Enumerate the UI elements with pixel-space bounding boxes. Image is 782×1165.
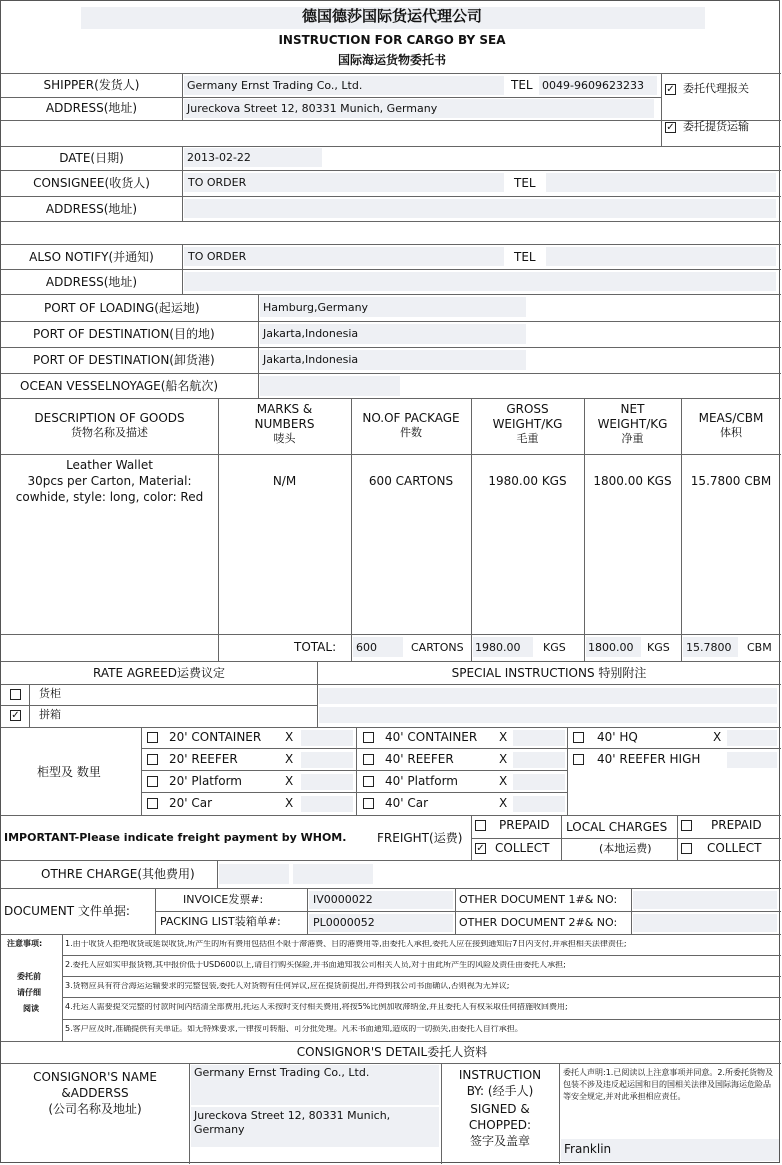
destination-value[interactable]: Jakarta,Indonesia: [263, 327, 359, 340]
discharge-value[interactable]: Jakarta,Indonesia: [263, 353, 359, 366]
shipper-tel-label: TEL: [511, 78, 533, 92]
consignee-name[interactable]: TO ORDER: [188, 176, 247, 189]
notes-side-3: 阅读: [23, 1004, 39, 1013]
meas-header-cn: 体积: [720, 426, 742, 439]
goods-gross[interactable]: 1980.00 KGS: [488, 474, 567, 488]
title-en: INSTRUCTION FOR CARGO BY SEA: [278, 33, 506, 47]
consignor-name[interactable]: Germany Ernst Trading Co., Ltd.: [194, 1066, 370, 1079]
marks-header-cn: 唛头: [273, 432, 296, 445]
company-name: 德国德莎国际货运代理公司: [301, 7, 482, 25]
fcl-checkbox[interactable]: [10, 689, 21, 700]
loading-value[interactable]: Hamburg,Germany: [263, 301, 369, 314]
consignor-title: CONSIGNOR'S DETAIL委托人资料: [296, 1045, 488, 1059]
meas-header-en: MEAS/CBM: [698, 411, 764, 425]
freight-prepaid-label: PREPAID: [499, 818, 550, 832]
note-line-5: 5.客户应及时,准确提供有关单证。如无特殊要求,一律按可转船、可分批处理。凡未书面通知,造成的一切损失,由委托人自行承担。: [65, 1025, 523, 1033]
c20-car-x: X: [285, 796, 294, 810]
rate-label: RATE AGREED运费议定: [93, 666, 225, 680]
c40-reefer-high-label: 40' REEFER HIGH: [597, 752, 701, 766]
c40-platform-x: X: [499, 774, 508, 788]
c40-container-checkbox[interactable]: [363, 732, 374, 743]
special-label: SPECIAL INSTRUCTIONS 特别附注: [451, 666, 647, 680]
goods-desc-line3[interactable]: cowhide, style: long, color: Red: [15, 490, 204, 504]
container-type-label: 柜型及 数里: [37, 765, 101, 779]
consignor-declaration: 委托人声明:1.已阅读以上注意事项并同意。2.所委托货物及包装不涉及违反起运国和目的国相关法律及国际海运危险品等安全规定,并对此承担相应责任。: [563, 1068, 773, 1101]
c20-car-label: 20' Car: [169, 796, 213, 810]
freight-important-note: IMPORTANT-Please indicate freight payment by WHOM.: [4, 831, 347, 844]
c40-platform-label: 40' Platform: [385, 774, 458, 788]
pkg-header-cn: 件数: [400, 426, 422, 439]
total-meas-num[interactable]: 15.7800: [686, 641, 732, 654]
local-charges-label: LOCAL CHARGES: [566, 820, 668, 834]
lcl-label: 拼箱: [39, 708, 61, 721]
note-line-3: 3.货物应具有符合海运运输要求的完整包装,委托人对货物有任何异议,应在提货前提出,并得到我公司书面确认,否则视为无异议;: [65, 982, 510, 990]
date-label: DATE(日期): [59, 151, 124, 165]
freight-collect-label: COLLECT: [495, 841, 550, 855]
net-header-cn: 净重: [621, 432, 644, 445]
notes-side-2: 请仔细: [17, 988, 41, 997]
gross-header-en2: WEIGHT/KG: [492, 417, 563, 431]
net-header-en2: WEIGHT/KG: [597, 417, 668, 431]
fcl-label: 货柜: [39, 687, 61, 700]
consignee-address-label: ADDRESS(地址): [45, 202, 138, 216]
packing-list-number[interactable]: PL0000052: [313, 916, 375, 929]
other-charge-label: OTHRE CHARGE(其他费用): [41, 867, 195, 881]
loading-label: PORT OF LOADING(起运地): [44, 301, 200, 315]
consignor-name-label-3: (公司名称及地址): [48, 1102, 142, 1116]
goods-desc-line1[interactable]: Leather Wallet: [66, 458, 153, 472]
c40-car-label: 40' Car: [385, 796, 429, 810]
consignor-address[interactable]: Jureckova Street 12, 80331 Munich, Germany: [194, 1109, 391, 1136]
goods-marks[interactable]: N/M: [272, 474, 297, 488]
customs-checkbox[interactable]: ✓: [666, 84, 675, 95]
instruction-label-2: BY: (经手人): [466, 1084, 534, 1098]
c40-car-x: X: [499, 796, 508, 810]
local-collect-label: COLLECT: [707, 841, 762, 855]
discharge-label: PORT OF DESTINATION(卸货港): [33, 353, 215, 367]
note-line-4: 4.托运人需要提交完整的付款时间内结清全部费用,托运人未按时支付相关费用,将按5%比例加收滞纳金,并且委托人有权采取任何措施收回费用;: [65, 1003, 568, 1011]
c40-car-checkbox[interactable]: [363, 798, 374, 809]
total-pkg-unit: CARTONS: [411, 641, 464, 654]
freight-prepaid-checkbox[interactable]: [475, 820, 486, 831]
c20-platform-label: 20' Platform: [169, 774, 242, 788]
notify-label: ALSO NOTIFY(并通知): [29, 250, 154, 264]
shipper-address-label: ADDRESS(地址): [45, 101, 138, 115]
other-doc-1-label: OTHER DOCUMENT 1#& NO:: [459, 893, 618, 906]
notes-label: 注意事项:: [7, 939, 43, 948]
c40-container-label: 40' CONTAINER: [385, 730, 478, 744]
marks-header-en1: MARKS &: [256, 402, 313, 416]
notify-tel-label: TEL: [514, 250, 536, 264]
total-net-num[interactable]: 1800.00: [588, 641, 634, 654]
net-header-en1: NET: [620, 402, 645, 416]
invoice-label: INVOICE发票#:: [183, 893, 264, 906]
desc-header-en: DESCRIPTION OF GOODS: [34, 411, 185, 425]
shipper-tel[interactable]: 0049-9609623233: [542, 79, 644, 92]
local-prepaid-checkbox[interactable]: [681, 820, 692, 831]
notify-address-label: ADDRESS(地址): [45, 275, 138, 289]
c20-reefer-x: X: [285, 752, 294, 766]
total-net-unit: KGS: [647, 641, 670, 654]
instruction-label-5: 签字及盖章: [469, 1134, 530, 1148]
c20-reefer-label: 20' REEFER: [169, 752, 238, 766]
c40-reefer-high-checkbox[interactable]: [573, 754, 584, 765]
gross-header-en1: GROSS: [506, 402, 549, 416]
notes-side-1: 委托前: [17, 972, 41, 981]
total-gross-unit: KGS: [543, 641, 566, 654]
invoice-number[interactable]: IV0000022: [313, 893, 373, 906]
delivery-checkbox[interactable]: ✓: [666, 122, 675, 133]
c40-hq-checkbox[interactable]: [573, 732, 584, 743]
title-cn: 国际海运货物委托书: [337, 53, 446, 67]
marks-header-en2: NUMBERS: [254, 417, 315, 431]
destination-label: PORT OF DESTINATION(目的地): [33, 327, 215, 341]
local-charges-cn: (本地运费): [599, 842, 652, 855]
total-meas-unit: CBM: [747, 641, 772, 654]
c40-hq-label: 40' HQ: [597, 730, 638, 744]
local-collect-checkbox[interactable]: [681, 843, 692, 854]
goods-desc-line2[interactable]: 30pcs per Carton, Material:: [27, 474, 192, 488]
freight-collect-checkbox[interactable]: ✓: [476, 843, 485, 854]
documents-label: DOCUMENT 文件单据:: [4, 904, 130, 918]
consignee-tel-label: TEL: [514, 176, 536, 190]
gross-header-cn: 毛重: [516, 432, 539, 445]
signer-name[interactable]: Franklin: [564, 1142, 612, 1156]
c20-platform-x: X: [285, 774, 294, 788]
total-label: TOTAL:: [294, 640, 337, 654]
c20-container-checkbox[interactable]: [147, 732, 158, 743]
c40-container-x: X: [499, 730, 508, 744]
packing-list-label: PACKING LIST装箱单#:: [160, 915, 281, 928]
desc-header-cn: 货物名称及描述: [71, 426, 148, 439]
shipper-name[interactable]: Germany Ernst Trading Co., Ltd.: [187, 79, 363, 92]
delivery-option-label: 委托提货运输: [683, 120, 749, 133]
c20-car-checkbox[interactable]: [147, 798, 158, 809]
c20-container-x: X: [285, 730, 294, 744]
c20-reefer-checkbox[interactable]: [147, 754, 158, 765]
date-value[interactable]: 2013-02-22: [187, 151, 251, 164]
vessel-label: OCEAN VESSELNOYAGE(船名航次): [20, 379, 219, 393]
goods-net[interactable]: 1800.00 KGS: [593, 474, 672, 488]
instruction-label-1: INSTRUCTION: [458, 1068, 542, 1082]
lcl-checkbox[interactable]: ✓: [11, 710, 20, 721]
c40-reefer-label: 40' REEFER: [385, 752, 454, 766]
c40-platform-checkbox[interactable]: [363, 776, 374, 787]
notify-name[interactable]: TO ORDER: [188, 250, 247, 263]
pkg-header-en: NO.OF PACKAGE: [362, 411, 460, 425]
shipper-label: SHIPPER(发货人): [43, 78, 140, 92]
goods-meas[interactable]: 15.7800 CBM: [690, 474, 772, 488]
instruction-label-4: CHOPPED:: [468, 1118, 532, 1132]
total-pkg-num[interactable]: 600: [356, 641, 377, 654]
other-doc-2-label: OTHER DOCUMENT 2#& NO:: [459, 916, 618, 929]
total-gross-num[interactable]: 1980.00: [475, 641, 521, 654]
goods-packages[interactable]: 600 CARTONS: [368, 474, 454, 488]
c20-container-label: 20' CONTAINER: [169, 730, 262, 744]
consignor-name-label-1: CONSIGNOR'S NAME: [33, 1070, 157, 1084]
c20-platform-checkbox[interactable]: [147, 776, 158, 787]
note-line-1: 1.由于收货人拒绝收货或延误收货,所产生的所有费用包括但不限于滞港费、目的港费用等,由委托人承担,委托人应在接到通知后7日内支付,并承担相关法律责任;: [65, 940, 627, 948]
shipper-address[interactable]: Jureckova Street 12, 80331 Munich, Germany: [187, 102, 438, 115]
instruction-label-3: SIGNED &: [470, 1102, 530, 1116]
note-line-2: 2.委托人应如实申报货物,其中报价低于USD600以上,请自行购买保险,并书面通知我公司相关人员,对于由此所产生的风险及责任由委托人承担;: [65, 961, 566, 969]
c40-reefer-x: X: [499, 752, 508, 766]
consignee-label: CONSIGNEE(收货人): [33, 176, 150, 190]
c40-reefer-checkbox[interactable]: [363, 754, 374, 765]
freight-label: FREIGHT(运费): [377, 831, 463, 845]
consignor-name-label-2: &ADDERSS: [61, 1086, 129, 1100]
local-prepaid-label: PREPAID: [711, 818, 762, 832]
c40-hq-x: X: [713, 730, 722, 744]
customs-option-label: 委托代理报关: [683, 82, 749, 95]
